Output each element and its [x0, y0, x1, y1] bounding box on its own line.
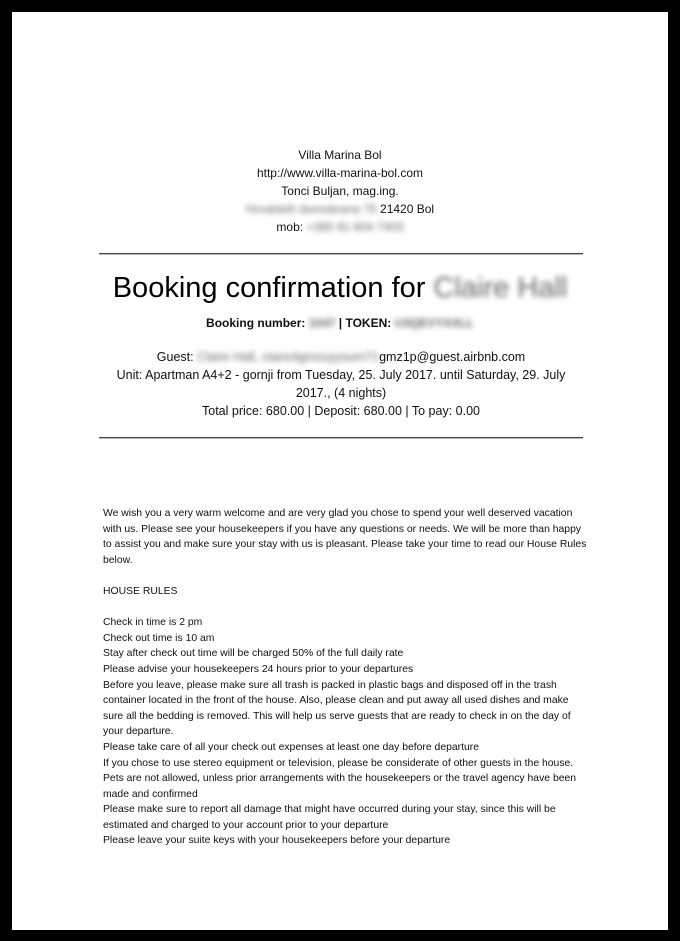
company-name: Villa Marina Bol — [298, 148, 382, 162]
house-rule-item: Please take care of all your check out expenses at least one day before departure — [103, 741, 480, 753]
letterhead — [12, 146, 668, 236]
welcome-paragraph: We wish you a very warm welcome and are very glad you chose to spend your well deserved vacation with us. Please see your housekeepers if you have any questions or needs. We will be more than happy to assist you and make sure your stay with us is pleasant. Please take your time to read our House Rules below. — [103, 508, 587, 566]
house-rule-item: Please advise your housekeepers 24 hours prior to your departures — [103, 663, 414, 675]
owner-name: Tonci Buljan, mag.ing. — [281, 184, 399, 198]
booking-details — [102, 348, 580, 420]
company-website: http://www.villa-marina-bol.com — [256, 166, 424, 180]
page-title — [12, 268, 668, 308]
title-prefix: Booking confirmation for — [112, 272, 426, 304]
guest-line — [102, 348, 580, 366]
price-line: Total price: 680.00 | Deposit: 680.00 | To pay: 0.00 — [202, 404, 480, 418]
guest-redacted: Claire Hall, claire4gmzuyysum71 — [197, 350, 380, 364]
booking-number-label: Booking number: — [206, 316, 306, 330]
guest-email: gmz1p@guest.airbnb.com — [379, 350, 526, 364]
house-rules-list — [103, 615, 589, 849]
guest-name-redacted: Claire Hall — [433, 272, 568, 304]
top-divider — [99, 253, 583, 255]
bottom-divider — [99, 437, 583, 439]
document-page — [12, 12, 668, 930]
house-rule-item: Before you leave, please make sure all trash is packed in plastic bags and disposed off in the trash container located in the front of the house. Also, please clean and put away all used dishes and make sure all the bedding is removed. This will help us serve guests that are ready to check in on the day of your departure. — [103, 679, 571, 738]
company-phone — [12, 218, 668, 236]
phone-redacted: +385 91 604 7403 — [306, 220, 404, 234]
token-label: TOKEN: — [345, 316, 392, 330]
address-city: 21420 Bol — [380, 202, 435, 216]
guest-label: Guest: — [156, 350, 194, 364]
mob-label: mob: — [276, 220, 304, 234]
unit-line: Unit: Apartman A4+2 - gornji from Tuesday, 25. July 2017. until Saturday, 29. July 2017., (4 nights) — [116, 368, 566, 400]
company-address — [12, 200, 668, 218]
house-rule-item: Pets are not allowed, unless prior arrangements with the housekeepers or the travel agency have been made and confirmed — [103, 773, 577, 800]
house-rule-item: Stay after check out time will be charged 50% of the full daily rate — [103, 648, 404, 660]
address-redacted: Hrvatskih domobrana 75 — [245, 202, 377, 216]
booking-separator: | — [338, 316, 343, 330]
house-rule-item: Please leave your suite keys with your housekeepers before your departure — [103, 835, 451, 847]
house-rule-item: Please make sure to report all damage that might have occurred during your stay, since this will be estimated and charged to your account prior to your departure — [103, 804, 556, 831]
house-rule-item: Check in time is 2 pm — [103, 617, 203, 629]
booking-number-redacted: 1047 — [308, 316, 336, 330]
letter-body — [103, 506, 589, 849]
token-redacted: U3QEVYXXLL — [394, 316, 474, 330]
booking-number-line — [12, 314, 668, 332]
house-rule-item: If you chose to use stereo equipment or television, please be considerate of other guests in the house. — [103, 757, 574, 769]
house-rules-heading: HOUSE RULES — [103, 585, 178, 597]
house-rule-item: Check out time is 10 am — [103, 632, 215, 644]
